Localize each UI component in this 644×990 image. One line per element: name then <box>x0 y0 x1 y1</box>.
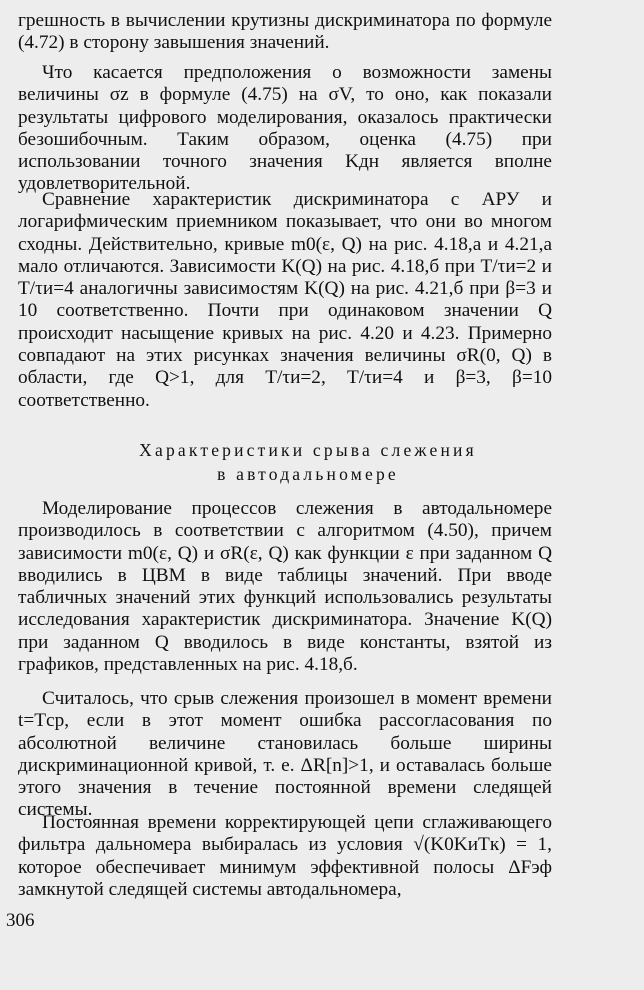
section-heading-line-1: Характеристики срыва слежения <box>139 440 477 460</box>
paragraph-5: Считалось, что срыв слежения произошел в момент времени t=Tср, если в этот момент ошибка рассогласования по абсолютной величине становилась больше ширины дискриминационной кривой, т. е. ΔR[n]>1, и оставалась больше этого значения в течение постоянной времени следящей системы. <box>18 688 552 821</box>
paragraph-4: Моделирование процессов слежения в автодальномере производилось в соответствии с алгоритмом (4.50), причем зависимости m0(ε, Q) и σR(ε, Q) как функции ε при заданном Q вводились в ЦВМ в виде таблицы значений. При вводе табличных значений этих функций использовались результаты исследования характеристик дискриминатора. Значение K(Q) при заданном Q вводилось в виде константы, взятой из графиков, представленных на рис. 4.18,б. <box>18 498 552 676</box>
paragraph-6: Постоянная времени корректирующей цепи сглаживающего фильтра дальномера выбиралась из условия √(K0KиTк) = 1, которое обеспечивает минимум эффективной полосы ΔFэф замкнутой следящей системы автодальномера, <box>18 812 552 900</box>
paragraph-1: грешность в вычислении крутизны дискриминатора по формуле (4.72) в сторону завышения значений. <box>18 10 552 54</box>
section-heading-line-2: в автодальномере <box>217 464 399 484</box>
paragraph-2: Что касается предположения о возможности замены величины σz в формуле (4.75) на σV, то оно, как показали результаты цифрового моделирования, оказалось практически безошибочным. Таким образом, оценка (4.75) при использовании точного значения Kдн является вполне удовлетворительной. <box>18 62 552 195</box>
page-number: 306 <box>6 910 35 931</box>
paragraph-3: Сравнение характеристик дискриминатора с АРУ и логарифмическим приемником показывает, что они во многом сходны. Действительно, кривые m0(ε, Q) на рис. 4.18,а и 4.21,а мало отличаются. Зависимости K(Q) на рис. 4.18,б при T/τи=2 и T/τи=4 аналогичны зависимостям K(Q) на рис. 4.21,б при β=3 и 10 соответственно. Почти при одинаковом значении Q происходит насыщение кривых на рис. 4.20 и 4.23. Примерно совпадают на этих рисунках значения величины σR(0, Q) в области, где Q>1, для T/τи=2, T/τи=4 и β=3, β=10 соответственно. <box>18 189 552 411</box>
